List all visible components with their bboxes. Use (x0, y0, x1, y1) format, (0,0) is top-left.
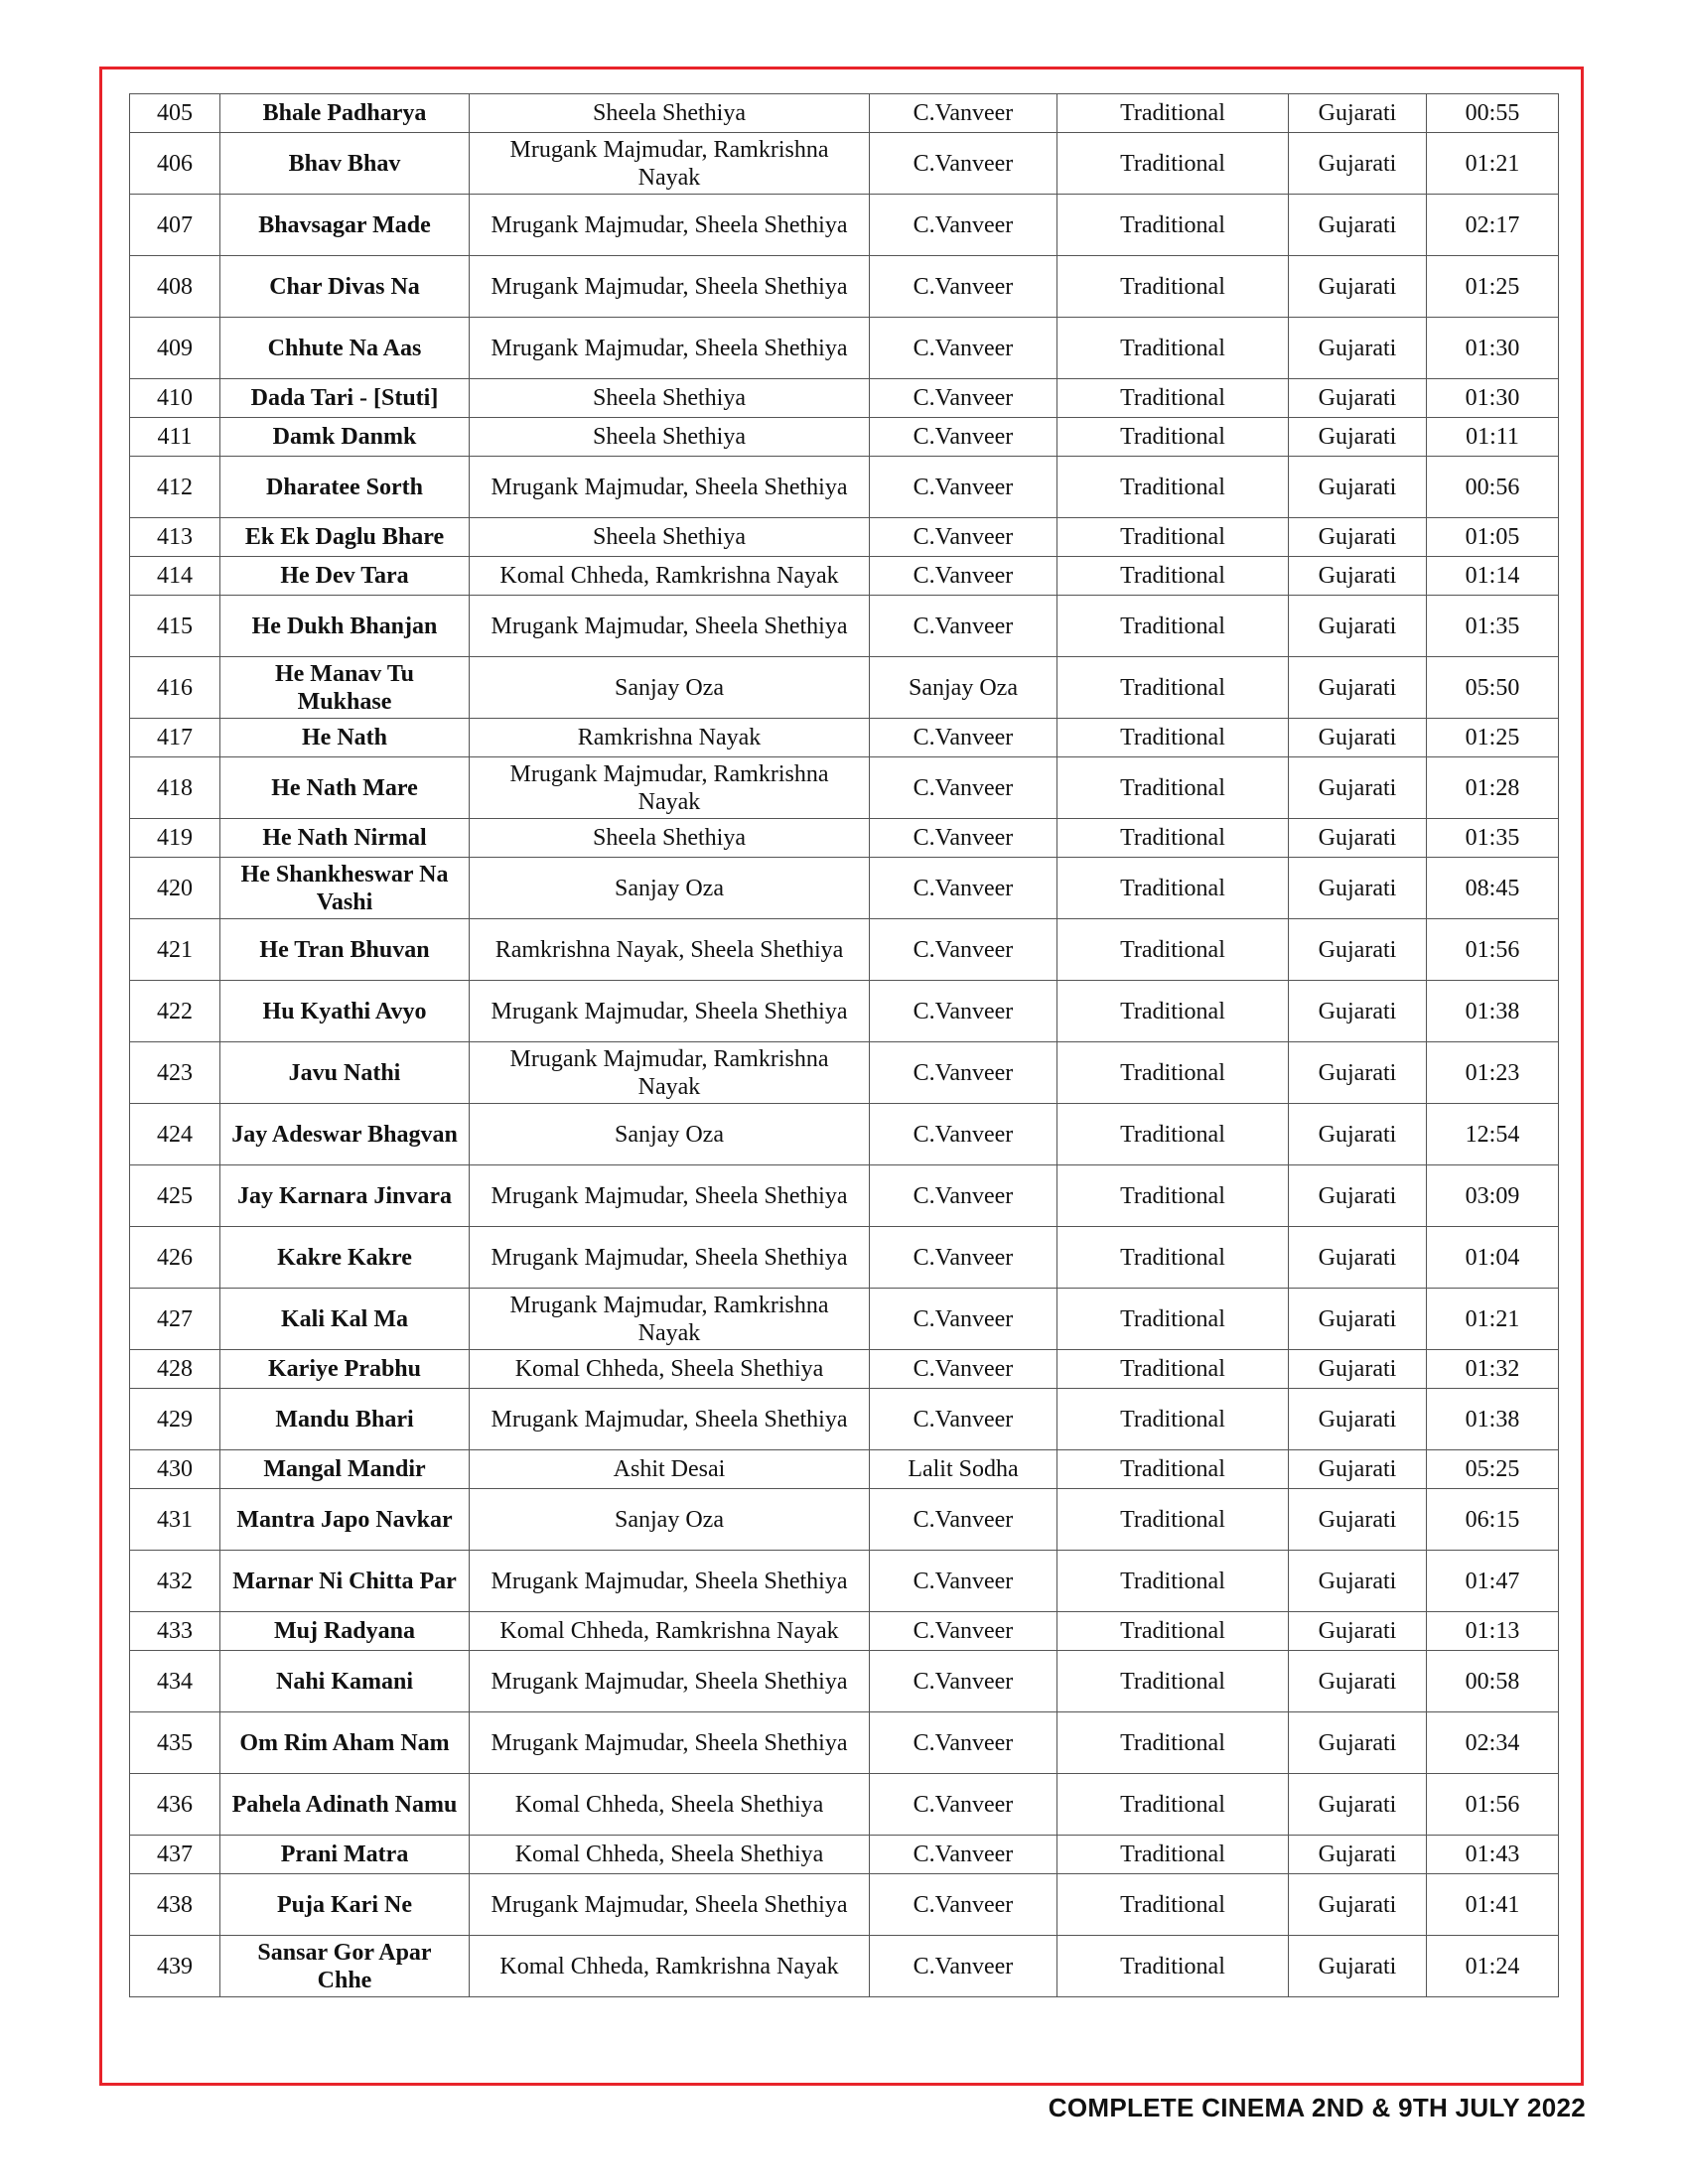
song-language: Gujarati (1289, 418, 1427, 457)
song-composer: C.Vanveer (870, 1612, 1057, 1651)
song-title: He Manav Tu Mukhase (220, 657, 470, 719)
song-title: Kariye Prabhu (220, 1350, 470, 1389)
song-genre: Traditional (1057, 1227, 1289, 1289)
song-number: 433 (130, 1612, 220, 1651)
song-composer: C.Vanveer (870, 858, 1057, 919)
song-duration: 01:38 (1427, 1389, 1559, 1450)
song-composer: C.Vanveer (870, 318, 1057, 379)
song-genre: Traditional (1057, 1551, 1289, 1612)
song-singers: Mrugank Majmudar, Sheela Shethiya (470, 981, 870, 1042)
song-genre: Traditional (1057, 858, 1289, 919)
song-title: He Dev Tara (220, 557, 470, 596)
song-language: Gujarati (1289, 1450, 1427, 1489)
song-title: Prani Matra (220, 1836, 470, 1874)
song-number: 421 (130, 919, 220, 981)
song-genre: Traditional (1057, 1936, 1289, 1997)
song-language: Gujarati (1289, 1774, 1427, 1836)
song-title: He Nath Mare (220, 757, 470, 819)
song-language: Gujarati (1289, 1712, 1427, 1774)
song-title: Ek Ek Daglu Bhare (220, 518, 470, 557)
song-genre: Traditional (1057, 757, 1289, 819)
song-composer: C.Vanveer (870, 1551, 1057, 1612)
song-language: Gujarati (1289, 195, 1427, 256)
song-duration: 01:04 (1427, 1227, 1559, 1289)
song-genre: Traditional (1057, 256, 1289, 318)
song-duration: 01:56 (1427, 919, 1559, 981)
song-duration: 01:41 (1427, 1874, 1559, 1936)
song-genre: Traditional (1057, 133, 1289, 195)
song-composer: C.Vanveer (870, 1350, 1057, 1389)
song-title: Dharatee Sorth (220, 457, 470, 518)
song-number: 434 (130, 1651, 220, 1712)
song-composer: C.Vanveer (870, 418, 1057, 457)
song-language: Gujarati (1289, 557, 1427, 596)
song-language: Gujarati (1289, 518, 1427, 557)
table-row (130, 1774, 1559, 1836)
song-singers: Mrugank Majmudar, Sheela Shethiya (470, 1551, 870, 1612)
song-duration: 00:56 (1427, 457, 1559, 518)
table-row (130, 256, 1559, 318)
table-row (130, 657, 1559, 719)
song-genre: Traditional (1057, 981, 1289, 1042)
song-singers: Sanjay Oza (470, 1489, 870, 1551)
table-row (130, 1712, 1559, 1774)
song-singers: Komal Chheda, Ramkrishna Nayak (470, 557, 870, 596)
song-number: 415 (130, 596, 220, 657)
table-row (130, 418, 1559, 457)
song-number: 430 (130, 1450, 220, 1489)
song-genre: Traditional (1057, 596, 1289, 657)
song-singers: Sanjay Oza (470, 657, 870, 719)
table-row (130, 1551, 1559, 1612)
song-number: 412 (130, 457, 220, 518)
table-row (130, 1936, 1559, 1997)
song-language: Gujarati (1289, 133, 1427, 195)
song-number: 438 (130, 1874, 220, 1936)
table-row (130, 819, 1559, 858)
song-number: 431 (130, 1489, 220, 1551)
table-row (130, 1489, 1559, 1551)
song-title: Muj Radyana (220, 1612, 470, 1651)
song-genre: Traditional (1057, 518, 1289, 557)
song-singers: Mrugank Majmudar, Sheela Shethiya (470, 457, 870, 518)
song-language: Gujarati (1289, 1836, 1427, 1874)
song-language: Gujarati (1289, 1551, 1427, 1612)
song-composer: C.Vanveer (870, 1836, 1057, 1874)
table-row (130, 757, 1559, 819)
song-title: Mandu Bhari (220, 1389, 470, 1450)
song-duration: 01:23 (1427, 1042, 1559, 1104)
song-language: Gujarati (1289, 1389, 1427, 1450)
song-duration: 01:28 (1427, 757, 1559, 819)
table-row (130, 1450, 1559, 1489)
song-composer: C.Vanveer (870, 1651, 1057, 1712)
song-singers: Komal Chheda, Ramkrishna Nayak (470, 1936, 870, 1997)
song-number: 408 (130, 256, 220, 318)
song-genre: Traditional (1057, 1612, 1289, 1651)
song-title: Hu Kyathi Avyo (220, 981, 470, 1042)
song-language: Gujarati (1289, 1489, 1427, 1551)
song-number: 406 (130, 133, 220, 195)
song-language: Gujarati (1289, 1042, 1427, 1104)
song-number: 427 (130, 1289, 220, 1350)
song-duration: 00:55 (1427, 94, 1559, 133)
song-number: 437 (130, 1836, 220, 1874)
song-number: 426 (130, 1227, 220, 1289)
song-duration: 01:25 (1427, 256, 1559, 318)
song-genre: Traditional (1057, 1350, 1289, 1389)
song-duration: 01:35 (1427, 819, 1559, 858)
song-duration: 01:21 (1427, 1289, 1559, 1350)
song-title: Mantra Japo Navkar (220, 1489, 470, 1551)
song-title: Damk Danmk (220, 418, 470, 457)
song-genre: Traditional (1057, 819, 1289, 858)
song-language: Gujarati (1289, 757, 1427, 819)
song-singers: Ramkrishna Nayak (470, 719, 870, 757)
song-duration: 01:24 (1427, 1936, 1559, 1997)
song-title: Om Rim Aham Nam (220, 1712, 470, 1774)
table-row (130, 1874, 1559, 1936)
song-singers: Mrugank Majmudar, Sheela Shethiya (470, 1389, 870, 1450)
song-language: Gujarati (1289, 819, 1427, 858)
table-row (130, 919, 1559, 981)
table-row (130, 133, 1559, 195)
table-row (130, 457, 1559, 518)
song-composer: C.Vanveer (870, 557, 1057, 596)
song-composer: C.Vanveer (870, 94, 1057, 133)
song-genre: Traditional (1057, 557, 1289, 596)
song-number: 411 (130, 418, 220, 457)
song-singers: Mrugank Majmudar, Sheela Shethiya (470, 1874, 870, 1936)
song-composer: C.Vanveer (870, 195, 1057, 256)
song-duration: 01:35 (1427, 596, 1559, 657)
song-title: Bhale Padharya (220, 94, 470, 133)
table-row (130, 858, 1559, 919)
song-singers: Sanjay Oza (470, 1104, 870, 1165)
song-composer: C.Vanveer (870, 1289, 1057, 1350)
song-singers: Sheela Shethiya (470, 94, 870, 133)
table-row (130, 1651, 1559, 1712)
song-singers: Komal Chheda, Sheela Shethiya (470, 1836, 870, 1874)
song-duration: 03:09 (1427, 1165, 1559, 1227)
song-language: Gujarati (1289, 256, 1427, 318)
song-genre: Traditional (1057, 919, 1289, 981)
song-language: Gujarati (1289, 719, 1427, 757)
song-genre: Traditional (1057, 1042, 1289, 1104)
song-title: Char Divas Na (220, 256, 470, 318)
song-composer: C.Vanveer (870, 596, 1057, 657)
song-title: He Dukh Bhanjan (220, 596, 470, 657)
song-duration: 01:32 (1427, 1350, 1559, 1389)
song-duration: 01:13 (1427, 1612, 1559, 1651)
song-singers: Mrugank Majmudar, Sheela Shethiya (470, 318, 870, 379)
song-genre: Traditional (1057, 1836, 1289, 1874)
song-duration: 02:34 (1427, 1712, 1559, 1774)
song-composer: C.Vanveer (870, 133, 1057, 195)
song-composer: C.Vanveer (870, 256, 1057, 318)
song-number: 416 (130, 657, 220, 719)
song-language: Gujarati (1289, 1350, 1427, 1389)
song-number: 419 (130, 819, 220, 858)
song-composer: C.Vanveer (870, 1042, 1057, 1104)
song-language: Gujarati (1289, 379, 1427, 418)
song-singers: Mrugank Majmudar, Ramkrishna Nayak (470, 1042, 870, 1104)
song-singers: Ashit Desai (470, 1450, 870, 1489)
song-genre: Traditional (1057, 195, 1289, 256)
table-row (130, 1612, 1559, 1651)
song-genre: Traditional (1057, 1489, 1289, 1551)
song-genre: Traditional (1057, 1712, 1289, 1774)
table-row (130, 1042, 1559, 1104)
song-language: Gujarati (1289, 919, 1427, 981)
song-language: Gujarati (1289, 1289, 1427, 1350)
song-composer: C.Vanveer (870, 1936, 1057, 1997)
song-number: 410 (130, 379, 220, 418)
song-composer: C.Vanveer (870, 981, 1057, 1042)
song-language: Gujarati (1289, 457, 1427, 518)
song-number: 409 (130, 318, 220, 379)
song-number: 407 (130, 195, 220, 256)
table-row (130, 1836, 1559, 1874)
song-duration: 01:43 (1427, 1836, 1559, 1874)
song-duration: 01:47 (1427, 1551, 1559, 1612)
song-duration: 02:17 (1427, 195, 1559, 256)
song-number: 414 (130, 557, 220, 596)
song-number: 418 (130, 757, 220, 819)
song-title: Kali Kal Ma (220, 1289, 470, 1350)
song-number: 439 (130, 1936, 220, 1997)
song-composer: C.Vanveer (870, 1227, 1057, 1289)
song-duration: 01:14 (1427, 557, 1559, 596)
song-genre: Traditional (1057, 1450, 1289, 1489)
song-duration: 01:56 (1427, 1774, 1559, 1836)
song-duration: 01:30 (1427, 379, 1559, 418)
table-row (130, 557, 1559, 596)
song-duration: 08:45 (1427, 858, 1559, 919)
song-title: Jay Adeswar Bhagvan (220, 1104, 470, 1165)
song-duration: 00:58 (1427, 1651, 1559, 1712)
table-row (130, 94, 1559, 133)
song-genre: Traditional (1057, 1651, 1289, 1712)
song-title: Puja Kari Ne (220, 1874, 470, 1936)
table-row (130, 1289, 1559, 1350)
song-duration: 01:05 (1427, 518, 1559, 557)
song-title: He Nath (220, 719, 470, 757)
song-genre: Traditional (1057, 418, 1289, 457)
song-composer: C.Vanveer (870, 1389, 1057, 1450)
song-language: Gujarati (1289, 858, 1427, 919)
song-singers: Sheela Shethiya (470, 418, 870, 457)
song-number: 428 (130, 1350, 220, 1389)
song-genre: Traditional (1057, 1165, 1289, 1227)
song-language: Gujarati (1289, 94, 1427, 133)
table-row (130, 1165, 1559, 1227)
song-title: Jay Karnara Jinvara (220, 1165, 470, 1227)
song-singers: Komal Chheda, Sheela Shethiya (470, 1774, 870, 1836)
song-language: Gujarati (1289, 1651, 1427, 1712)
song-duration: 01:30 (1427, 318, 1559, 379)
table-row (130, 719, 1559, 757)
song-number: 425 (130, 1165, 220, 1227)
table-row (130, 596, 1559, 657)
table-row (130, 1389, 1559, 1450)
song-title: Chhute Na Aas (220, 318, 470, 379)
song-number: 424 (130, 1104, 220, 1165)
song-number: 429 (130, 1389, 220, 1450)
song-duration: 01:25 (1427, 719, 1559, 757)
table-row (130, 1104, 1559, 1165)
table-row (130, 195, 1559, 256)
song-composer: C.Vanveer (870, 1104, 1057, 1165)
song-composer: C.Vanveer (870, 379, 1057, 418)
song-genre: Traditional (1057, 94, 1289, 133)
song-singers: Sheela Shethiya (470, 819, 870, 858)
song-singers: Ramkrishna Nayak, Sheela Shethiya (470, 919, 870, 981)
song-singers: Mrugank Majmudar, Sheela Shethiya (470, 1651, 870, 1712)
song-number: 432 (130, 1551, 220, 1612)
song-singers: Sanjay Oza (470, 858, 870, 919)
song-composer: Sanjay Oza (870, 657, 1057, 719)
song-number: 420 (130, 858, 220, 919)
song-language: Gujarati (1289, 1612, 1427, 1651)
song-genre: Traditional (1057, 657, 1289, 719)
song-number: 423 (130, 1042, 220, 1104)
song-language: Gujarati (1289, 981, 1427, 1042)
song-duration: 01:11 (1427, 418, 1559, 457)
song-language: Gujarati (1289, 1165, 1427, 1227)
song-language: Gujarati (1289, 1874, 1427, 1936)
song-number: 417 (130, 719, 220, 757)
song-singers: Mrugank Majmudar, Sheela Shethiya (470, 256, 870, 318)
song-title: Bhavsagar Made (220, 195, 470, 256)
song-title: Pahela Adinath Namu (220, 1774, 470, 1836)
song-composer: Lalit Sodha (870, 1450, 1057, 1489)
song-language: Gujarati (1289, 1104, 1427, 1165)
song-composer: C.Vanveer (870, 518, 1057, 557)
song-title: Javu Nathi (220, 1042, 470, 1104)
song-composer: C.Vanveer (870, 457, 1057, 518)
song-genre: Traditional (1057, 379, 1289, 418)
song-title: Sansar Gor Apar Chhe (220, 1936, 470, 1997)
song-number: 436 (130, 1774, 220, 1836)
song-rows (130, 94, 1559, 1997)
song-singers: Komal Chheda, Sheela Shethiya (470, 1350, 870, 1389)
song-genre: Traditional (1057, 1389, 1289, 1450)
song-composer: C.Vanveer (870, 1774, 1057, 1836)
song-title: He Tran Bhuvan (220, 919, 470, 981)
song-genre: Traditional (1057, 1104, 1289, 1165)
table-row (130, 1350, 1559, 1389)
song-title: Dada Tari - [Stuti] (220, 379, 470, 418)
song-composer: C.Vanveer (870, 919, 1057, 981)
song-singers: Mrugank Majmudar, Sheela Shethiya (470, 195, 870, 256)
song-language: Gujarati (1289, 318, 1427, 379)
song-genre: Traditional (1057, 1774, 1289, 1836)
song-language: Gujarati (1289, 1227, 1427, 1289)
song-composer: C.Vanveer (870, 757, 1057, 819)
song-number: 435 (130, 1712, 220, 1774)
song-genre: Traditional (1057, 719, 1289, 757)
song-genre: Traditional (1057, 318, 1289, 379)
song-composer: C.Vanveer (870, 1489, 1057, 1551)
song-duration: 05:25 (1427, 1450, 1559, 1489)
footer-caption: COMPLETE CINEMA 2ND & 9TH JULY 2022 (1048, 2093, 1586, 2122)
table-row (130, 1227, 1559, 1289)
song-composer: C.Vanveer (870, 1712, 1057, 1774)
song-singers: Mrugank Majmudar, Ramkrishna Nayak (470, 1289, 870, 1350)
song-genre: Traditional (1057, 1874, 1289, 1936)
table-row (130, 518, 1559, 557)
song-singers: Mrugank Majmudar, Sheela Shethiya (470, 596, 870, 657)
song-title: Nahi Kamani (220, 1651, 470, 1712)
song-title: Bhav Bhav (220, 133, 470, 195)
song-number: 413 (130, 518, 220, 557)
song-duration: 05:50 (1427, 657, 1559, 719)
song-language: Gujarati (1289, 657, 1427, 719)
song-title: Marnar Ni Chitta Par (220, 1551, 470, 1612)
table-row (130, 318, 1559, 379)
song-title: Kakre Kakre (220, 1227, 470, 1289)
song-duration: 12:54 (1427, 1104, 1559, 1165)
song-table (129, 93, 1559, 1997)
song-language: Gujarati (1289, 1936, 1427, 1997)
song-duration: 01:38 (1427, 981, 1559, 1042)
song-genre: Traditional (1057, 1289, 1289, 1350)
table-row (130, 379, 1559, 418)
song-singers: Mrugank Majmudar, Ramkrishna Nayak (470, 757, 870, 819)
song-genre: Traditional (1057, 457, 1289, 518)
song-singers: Sheela Shethiya (470, 379, 870, 418)
song-title: He Nath Nirmal (220, 819, 470, 858)
song-singers: Komal Chheda, Ramkrishna Nayak (470, 1612, 870, 1651)
song-singers: Mrugank Majmudar, Sheela Shethiya (470, 1712, 870, 1774)
song-composer: C.Vanveer (870, 1165, 1057, 1227)
song-singers: Mrugank Majmudar, Sheela Shethiya (470, 1165, 870, 1227)
song-language: Gujarati (1289, 596, 1427, 657)
song-singers: Sheela Shethiya (470, 518, 870, 557)
song-title: He Shankheswar Na Vashi (220, 858, 470, 919)
table-row (130, 981, 1559, 1042)
song-singers: Mrugank Majmudar, Ramkrishna Nayak (470, 133, 870, 195)
song-composer: C.Vanveer (870, 719, 1057, 757)
song-composer: C.Vanveer (870, 819, 1057, 858)
song-singers: Mrugank Majmudar, Sheela Shethiya (470, 1227, 870, 1289)
song-number: 422 (130, 981, 220, 1042)
song-duration: 06:15 (1427, 1489, 1559, 1551)
song-title: Mangal Mandir (220, 1450, 470, 1489)
song-duration: 01:21 (1427, 133, 1559, 195)
song-number: 405 (130, 94, 220, 133)
song-composer: C.Vanveer (870, 1874, 1057, 1936)
